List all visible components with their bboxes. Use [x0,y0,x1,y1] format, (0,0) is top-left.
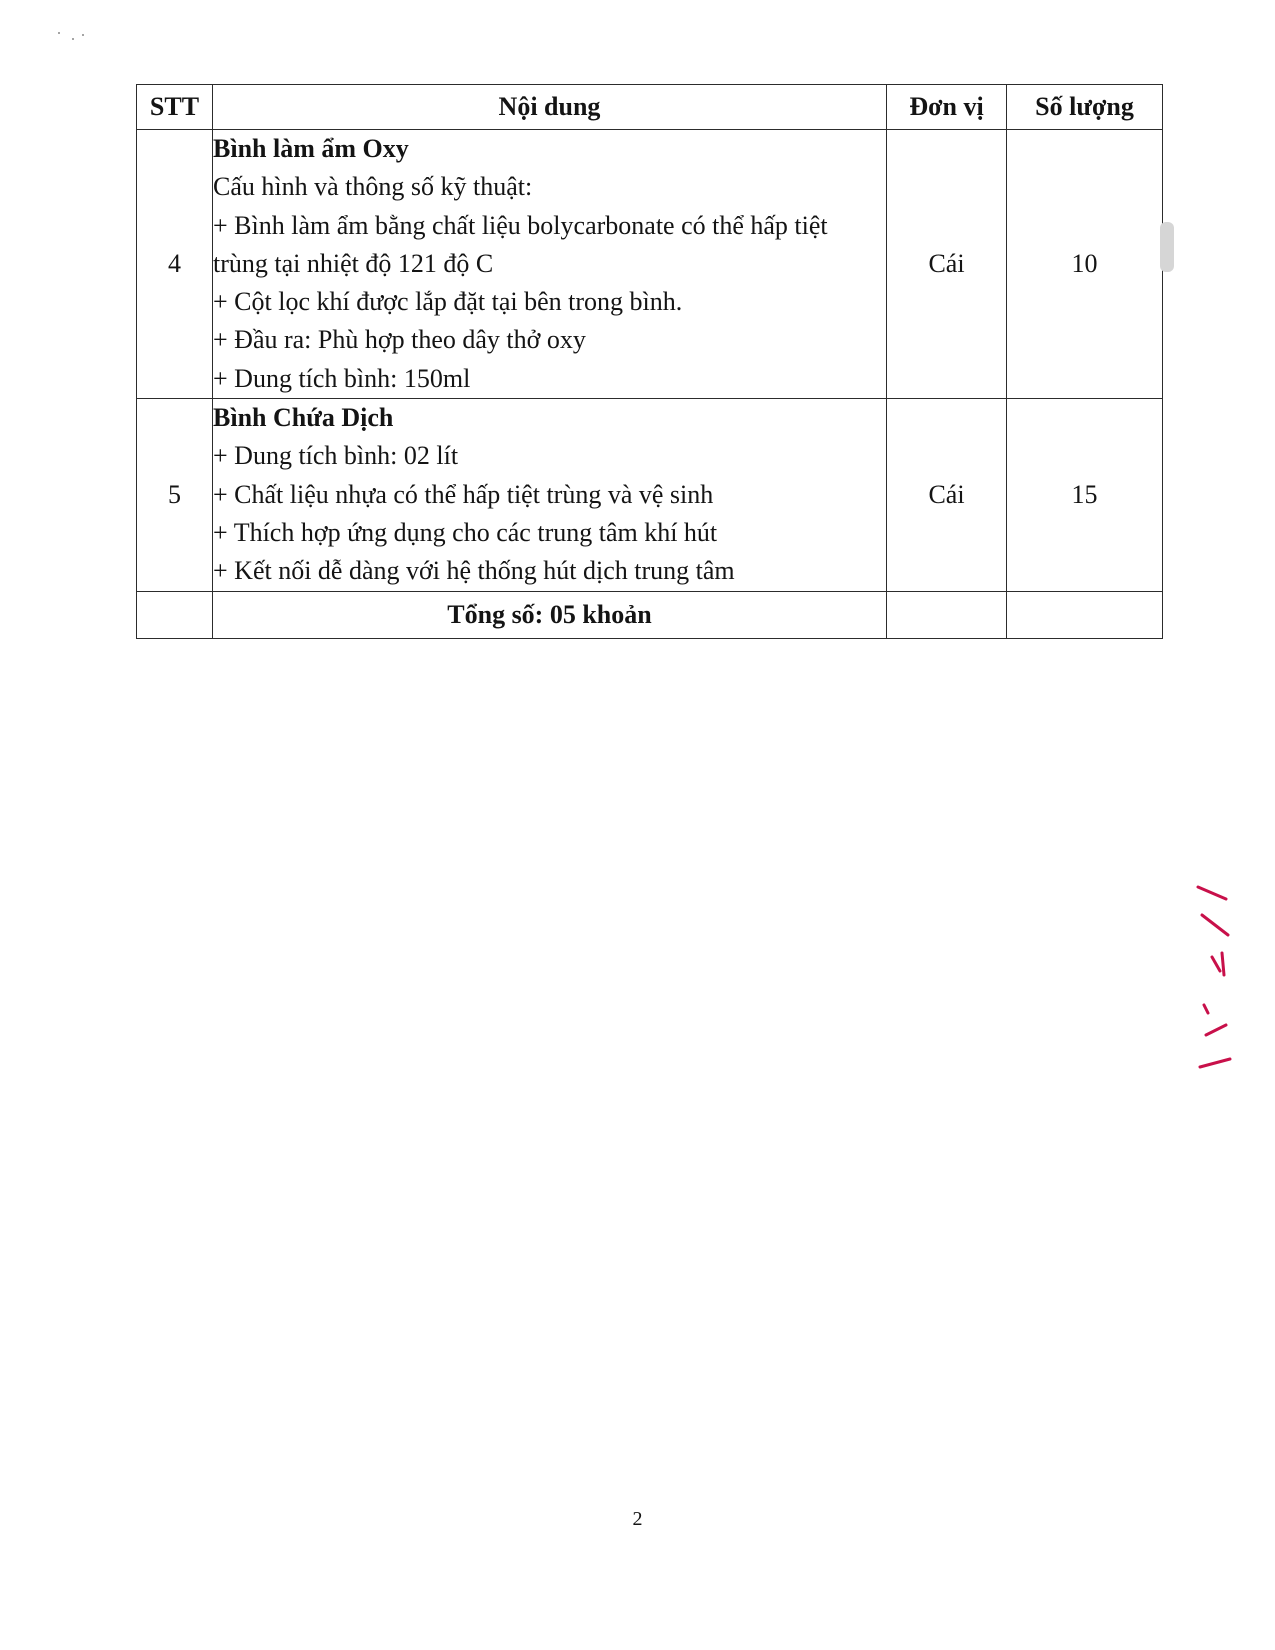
spec-line: + Dung tích bình: 02 lít [213,441,459,471]
spec-line: + Thích hợp ứng dụng cho các trung tâm khí hút [213,517,718,547]
scan-smudge [1160,222,1174,272]
equipment-table [136,84,1163,639]
stamp-fragment [1190,875,1238,1085]
header-quantity: Số lượng [1007,85,1163,130]
row-stt: 4 [137,130,213,399]
header-content: Nội dung [213,85,887,130]
spec-line: + Kết nối dễ dàng với hệ thống hút dịch trung tâm [213,556,735,586]
total-row [137,591,1163,638]
stamp-stroke [1204,1005,1208,1013]
item-title: Bình làm ẩm Oxy [213,134,409,163]
row-quantity: 15 [1007,399,1163,591]
stamp-stroke [1206,1025,1226,1035]
spec-line: + Dung tích bình: 150ml [213,363,471,393]
table-row [137,399,1163,591]
scan-speck [72,38,74,40]
table-row [137,130,1163,399]
total-empty-cell [137,591,213,638]
row-stt: 5 [137,399,213,591]
row-content [213,130,887,399]
stamp-stroke [1222,953,1224,975]
scan-speck [58,32,60,34]
total-empty-cell [1007,591,1163,638]
spec-line: + Cột lọc khí được lắp đặt tại bên trong bình. [213,287,683,317]
spec-line: + Chất liệu nhựa có thể hấp tiệt trùng và vệ sinh [213,479,714,509]
header-stt: STT [137,85,213,130]
row-unit: Cái [887,399,1007,591]
total-empty-cell [887,591,1007,638]
row-unit: Cái [887,130,1007,399]
spec-line: Cấu hình và thông số kỹ thuật: [213,172,533,202]
total-label: Tổng số: 05 khoản [213,591,887,638]
item-title: Bình Chứa Dịch [213,403,394,433]
scan-speck [82,34,84,36]
stamp-stroke [1198,887,1226,899]
stamp-stroke [1212,957,1220,971]
page-number: 2 [632,1508,643,1530]
stamp-stroke [1200,1059,1230,1067]
row-content [213,399,887,591]
table-header-row [137,85,1163,130]
row-quantity: 10 [1007,130,1163,399]
spec-line: + Đầu ra: Phù hợp theo dây thở oxy [213,325,586,355]
stamp-stroke [1202,915,1228,935]
header-unit: Đơn vị [887,85,1007,130]
spec-line: + Bình làm ẩm bằng chất liệu bolycarbonate có thể hấp tiệt trùng tại nhiệt độ 121 độ C [213,210,828,278]
